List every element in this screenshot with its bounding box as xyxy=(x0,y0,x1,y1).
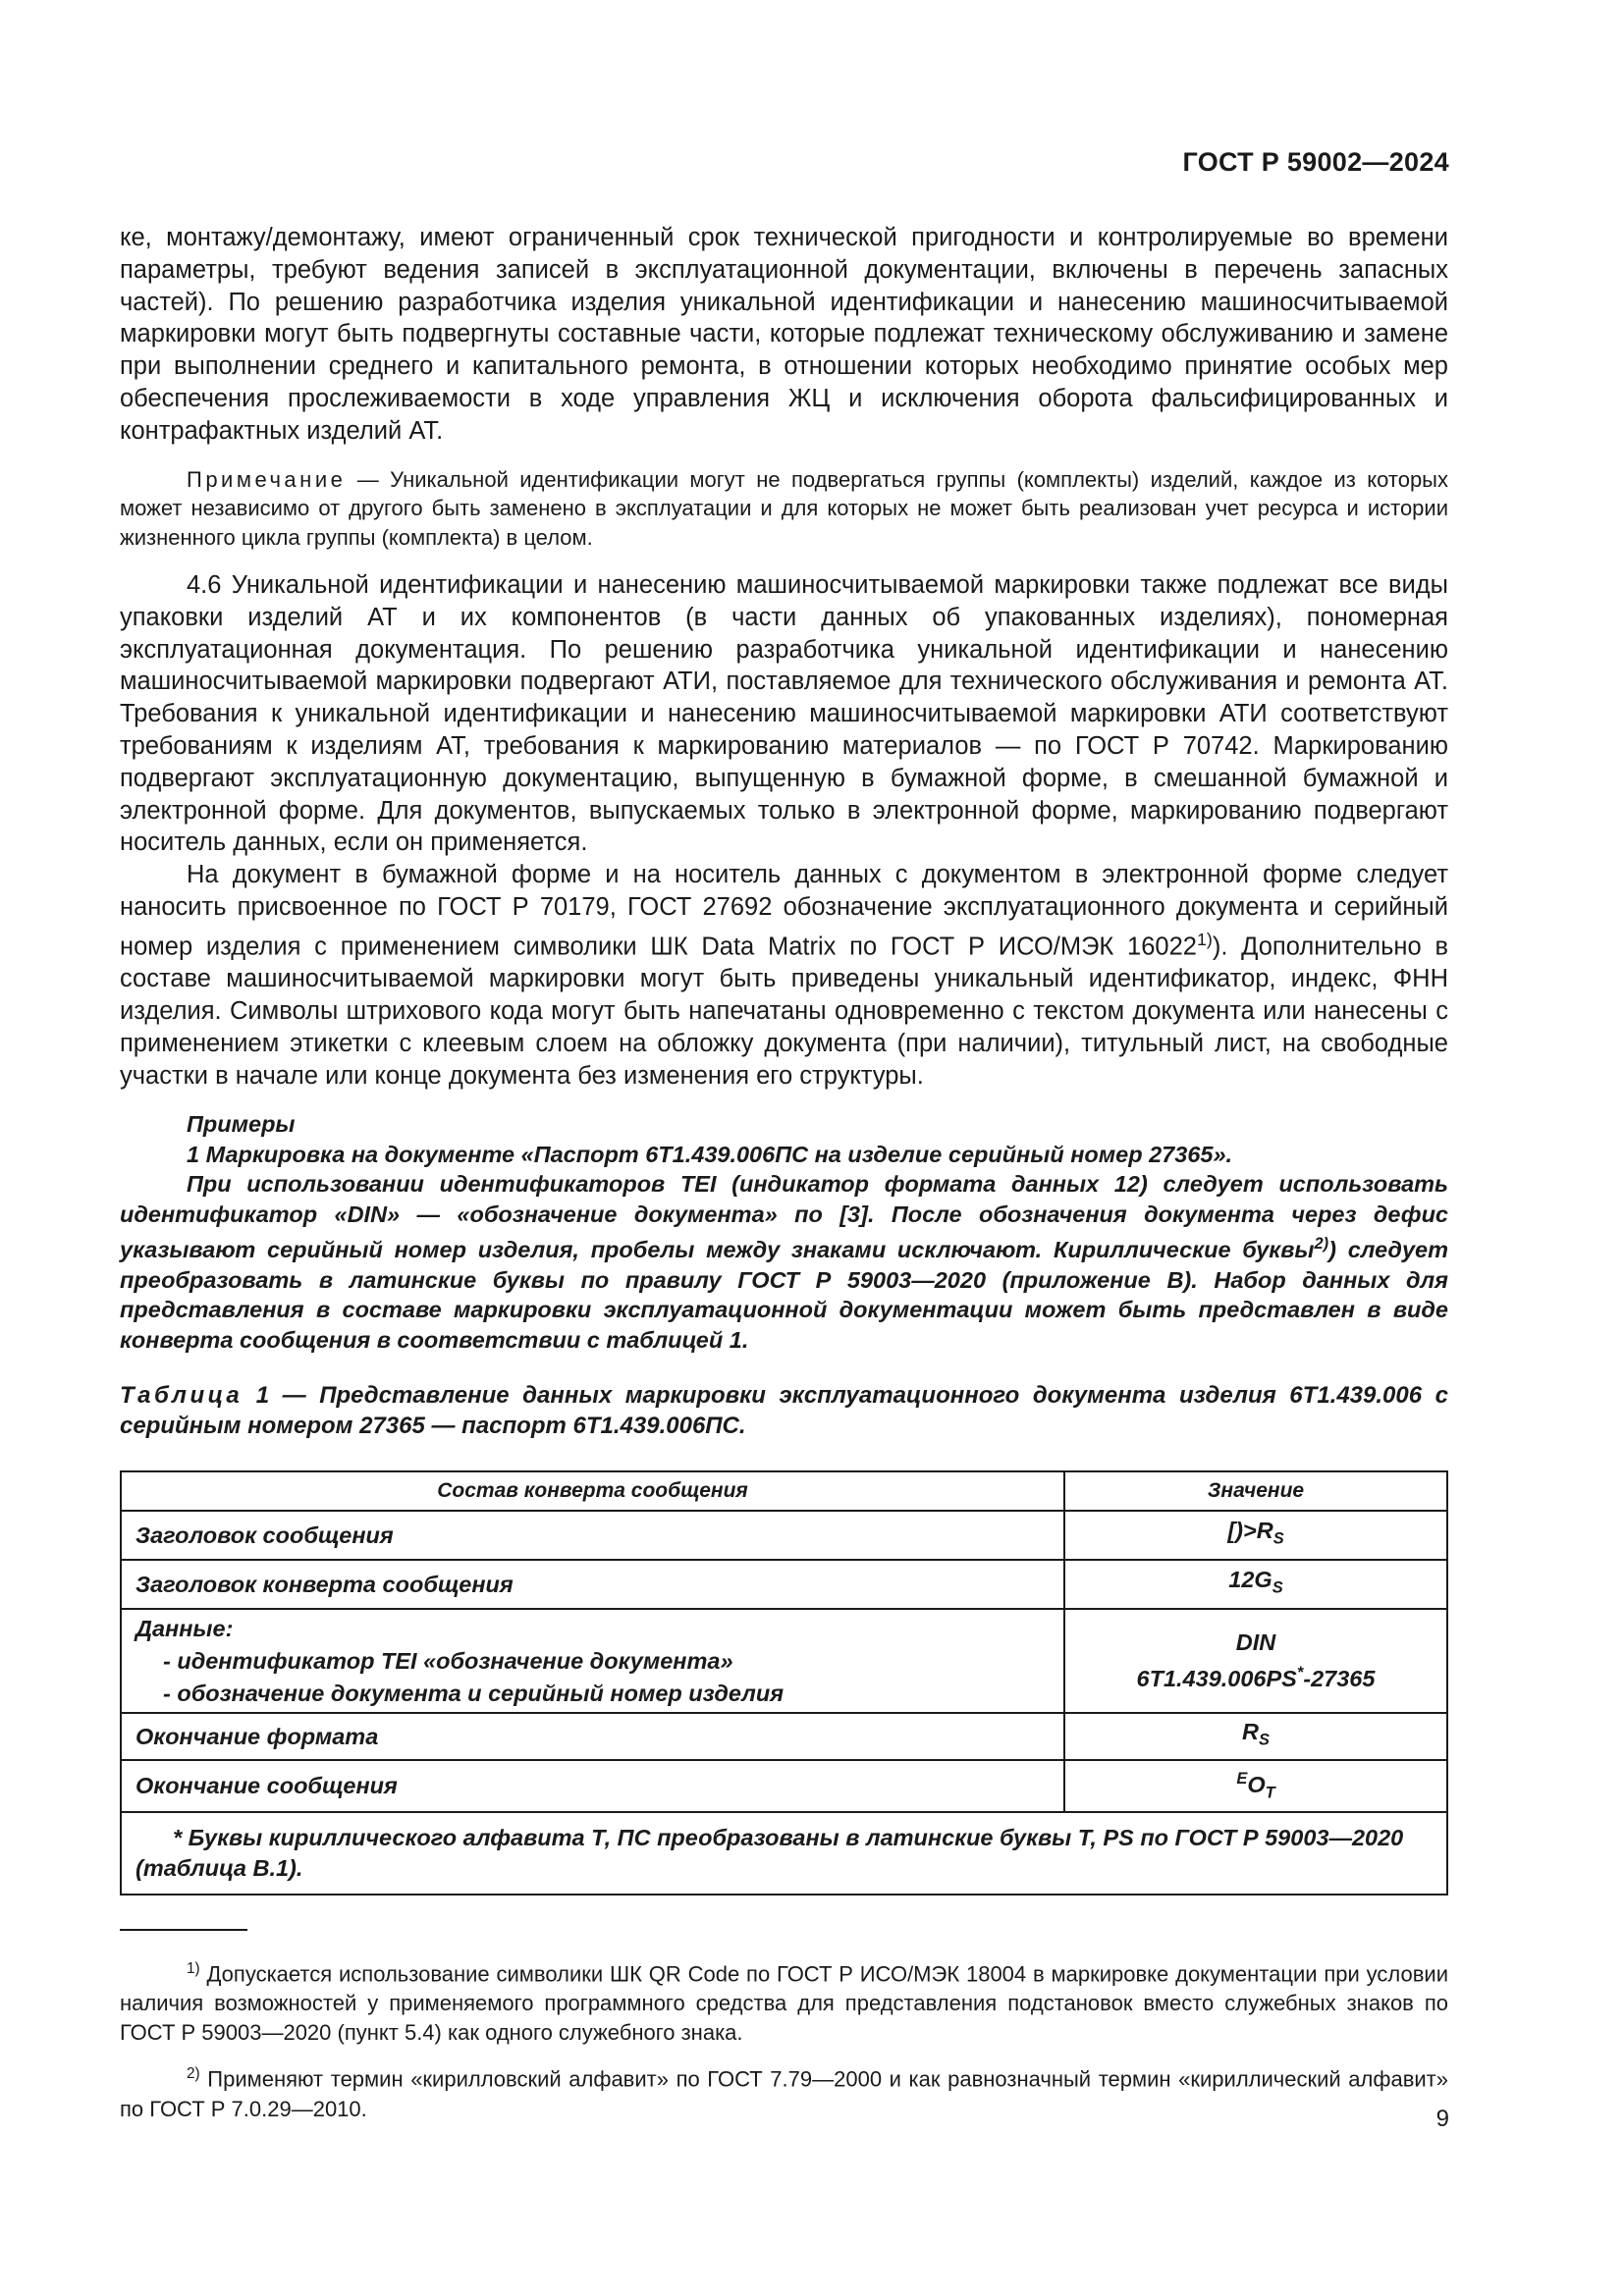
table-row xyxy=(121,1560,1447,1609)
value-main: R xyxy=(1242,1719,1259,1745)
row-label: Окончание формата xyxy=(121,1713,1064,1759)
row-value xyxy=(1064,1560,1447,1609)
footnote-mark: 1) xyxy=(187,1959,200,1977)
paragraph-marking-part2: ). Дополнительно в составе машиносчитываемой маркировки могут быть приведены уникальный идентификатор, индекс, ФНН изделия. Символы штрихового кода могут быть напечатаны одновременно с текстом документа или нанесены с применением этикетки с клеевым слоем на обложку документа (при наличии), титульный лист, на свободные участки в начале или конце документа без изменения его структуры. xyxy=(120,933,1448,1090)
example-body-part1: При использовании идентификаторов TEI (индикатор формата данных 12) следует использовать идентификатор «DIN» — «обозначение документа» по [3]. После обозначения документа через дефис указывают серийный номер изделия, пробелы между знаками исключают. Кириллические буквы xyxy=(120,1171,1448,1263)
row-value xyxy=(1064,1713,1447,1759)
footnote-1 xyxy=(120,1954,1448,2048)
examples-heading: Примеры xyxy=(187,1111,296,1138)
example-body-part2: ) следует преобразовать в латинские буквы по правилу ГОСТ Р 59003—2020 (приложение В). Набор данных для представления в составе маркировки эксплуатационной документации может быть представлен в виде конверта сообщения в соответствии с таблицей 1. xyxy=(120,1237,1448,1353)
value-sub: S xyxy=(1272,1530,1284,1549)
table-header-row xyxy=(121,1471,1447,1511)
row-label: Заголовок сообщения xyxy=(121,1511,1064,1560)
value-sub: S xyxy=(1272,1579,1283,1598)
table-row xyxy=(121,1760,1447,1812)
table-caption-text: 1 — Представление данных маркировки эксплуатационного документа изделия 6Т1.439.006 с серийным номером 27365 — паспорт 6Т1.439.006ПС. xyxy=(120,1382,1448,1440)
paragraph-marking-part1: На документ в бумажной форме и на носитель данных с документом в электронной форме следует наносить присвоенное по ГОСТ Р 70179, ГОСТ 27692 обозначение эксплуатационного документа и серийный номер изделия с применением символики ШК Data Matrix по ГОСТ Р ИСО/МЭК 16022 xyxy=(120,861,1448,961)
page-number: 9 xyxy=(1435,2106,1449,2132)
page-content xyxy=(120,222,1448,2124)
note-text: — Уникальной идентификации могут не подвергаться группы (комплекты) изделий, каждое из которых может независимо от другого быть заменено в эксплуатации и для которых не может быть реализован учет ресурса и истории жизненного цикла группы (комплекта) в целом. xyxy=(120,466,1448,550)
table-row xyxy=(121,1713,1447,1759)
value-sup: E xyxy=(1236,1769,1248,1788)
table-row xyxy=(121,1511,1447,1560)
header-composition: Состав конверта сообщения xyxy=(121,1471,1064,1511)
row-value xyxy=(1064,1511,1447,1560)
footnote-divider xyxy=(120,1929,247,1931)
data-sub-designation: - обозначение документа и серийный номер изделия xyxy=(163,1680,785,1706)
example-item-1: 1 Маркировка на документе «Паспорт 6Т1.439.006ПС на изделие серийный номер 27365». xyxy=(187,1141,1233,1167)
footnote-ref-2: 2) xyxy=(1314,1235,1329,1254)
value-designation-b: -27365 xyxy=(1303,1666,1376,1692)
header-value: Значение xyxy=(1064,1471,1447,1511)
note xyxy=(120,465,1448,553)
footnote-2 xyxy=(120,2059,1448,2123)
row-label: Окончание сообщения xyxy=(121,1760,1064,1812)
standard-header: ГОСТ Р 59002—2024 xyxy=(1182,147,1449,177)
data-label: Данные: xyxy=(135,1615,234,1641)
note-label: Примечание xyxy=(187,466,347,492)
table-footnote-row xyxy=(121,1812,1447,1895)
value-main: O xyxy=(1247,1771,1266,1797)
footnote-mark: 2) xyxy=(187,2065,200,2083)
table-footnote: * Буквы кириллического алфавита Т, ПС преобразованы в латинские буквы T, PS по ГОСТ Р 59003—2020 (таблица В.1). xyxy=(121,1812,1447,1895)
paragraph-4-6: 4.6 Уникальной идентификации и нанесению машиносчитываемой маркировки также подлежат все виды упаковки изделий АТ и их компонентов (в части данных об упакованных изделиях), пономерная эксплуатационная документация. По решению разработчика уникальной идентификации и нанесению машиносчитываемой маркировки подвергают АТИ, поставляемое для технического обслуживания и ремонта АТ. Требования к уникальной идентификации и нанесению машиносчитываемой маркировки АТИ соответствуют требованиям к изделиям АТ, требования к маркированию материалов — по ГОСТ Р 70742. Маркированию подвергают эксплуатационную документацию, выпущенную в бумажной форме, в смешанной бумажной и электронной форме. Для документов, выпускаемых только в электронной форме, маркированию подвергают носитель данных, если он применяется. xyxy=(120,571,1448,857)
footnote-text: Допускается использование символики ШК QR Code по ГОСТ Р ИСО/МЭК 18004 в маркировке документации при условии наличия возможностей у применяемого программного средства для представления подстановок вместо служебных знаков по ГОСТ Р 59003—2020 (пункт 5.4) как одного служебного знака. xyxy=(120,1961,1448,2046)
footnote-text: Применяют термин «кирилловский алфавит» по ГОСТ 7.79—2000 и как равнозначный термин «кириллический алфавит» по ГОСТ Р 7.0.29—2010. xyxy=(120,2066,1448,2121)
footnotes xyxy=(120,1954,1448,2124)
examples-block xyxy=(120,1109,1448,1355)
row-label: Заголовок конверта сообщения xyxy=(121,1560,1064,1609)
table-caption-label: Таблица xyxy=(120,1382,244,1410)
table-row xyxy=(121,1609,1447,1713)
value-main: 12G xyxy=(1228,1567,1272,1593)
footnote-ref-1: 1) xyxy=(1196,929,1213,949)
value-designation-star: * xyxy=(1296,1664,1304,1682)
row-label-data xyxy=(121,1609,1064,1713)
value-main: [)>R xyxy=(1227,1518,1273,1544)
paragraph-marking xyxy=(120,859,1448,1092)
value-designation xyxy=(1079,1658,1433,1694)
value-sub: T xyxy=(1265,1784,1275,1802)
example-body xyxy=(120,1169,1448,1355)
value-designation-a: 6T1.439.006PS xyxy=(1136,1666,1297,1692)
data-table xyxy=(120,1470,1448,1896)
paragraph-continuation: ке, монтажу/демонтажу, имеют ограниченный срок технической пригодности и контролируемые во времени параметры, требуют ведения записей в эксплуатационной документации, включены в перечень запасных частей). По решению разработчика изделия уникальной идентификации и нанесению машиносчитываемой маркировки могут быть подвергнуты составные части, которые подлежат техническому обслуживанию и замене при выполнении среднего и капитального ремонта, в отношении которых необходимо принятие особых мер обеспечения прослеживаемости в ходе управления ЖЦ и исключения оборота фальсифицированных и контрафактных изделий АТ. xyxy=(120,224,1448,445)
data-sub-identifier: - идентификатор TEI «обозначение документа» xyxy=(163,1647,733,1674)
table-caption xyxy=(120,1380,1448,1441)
value-din: DIN xyxy=(1235,1629,1276,1656)
value-sub: S xyxy=(1259,1731,1270,1749)
row-value xyxy=(1064,1760,1447,1812)
row-value-data xyxy=(1064,1609,1447,1713)
